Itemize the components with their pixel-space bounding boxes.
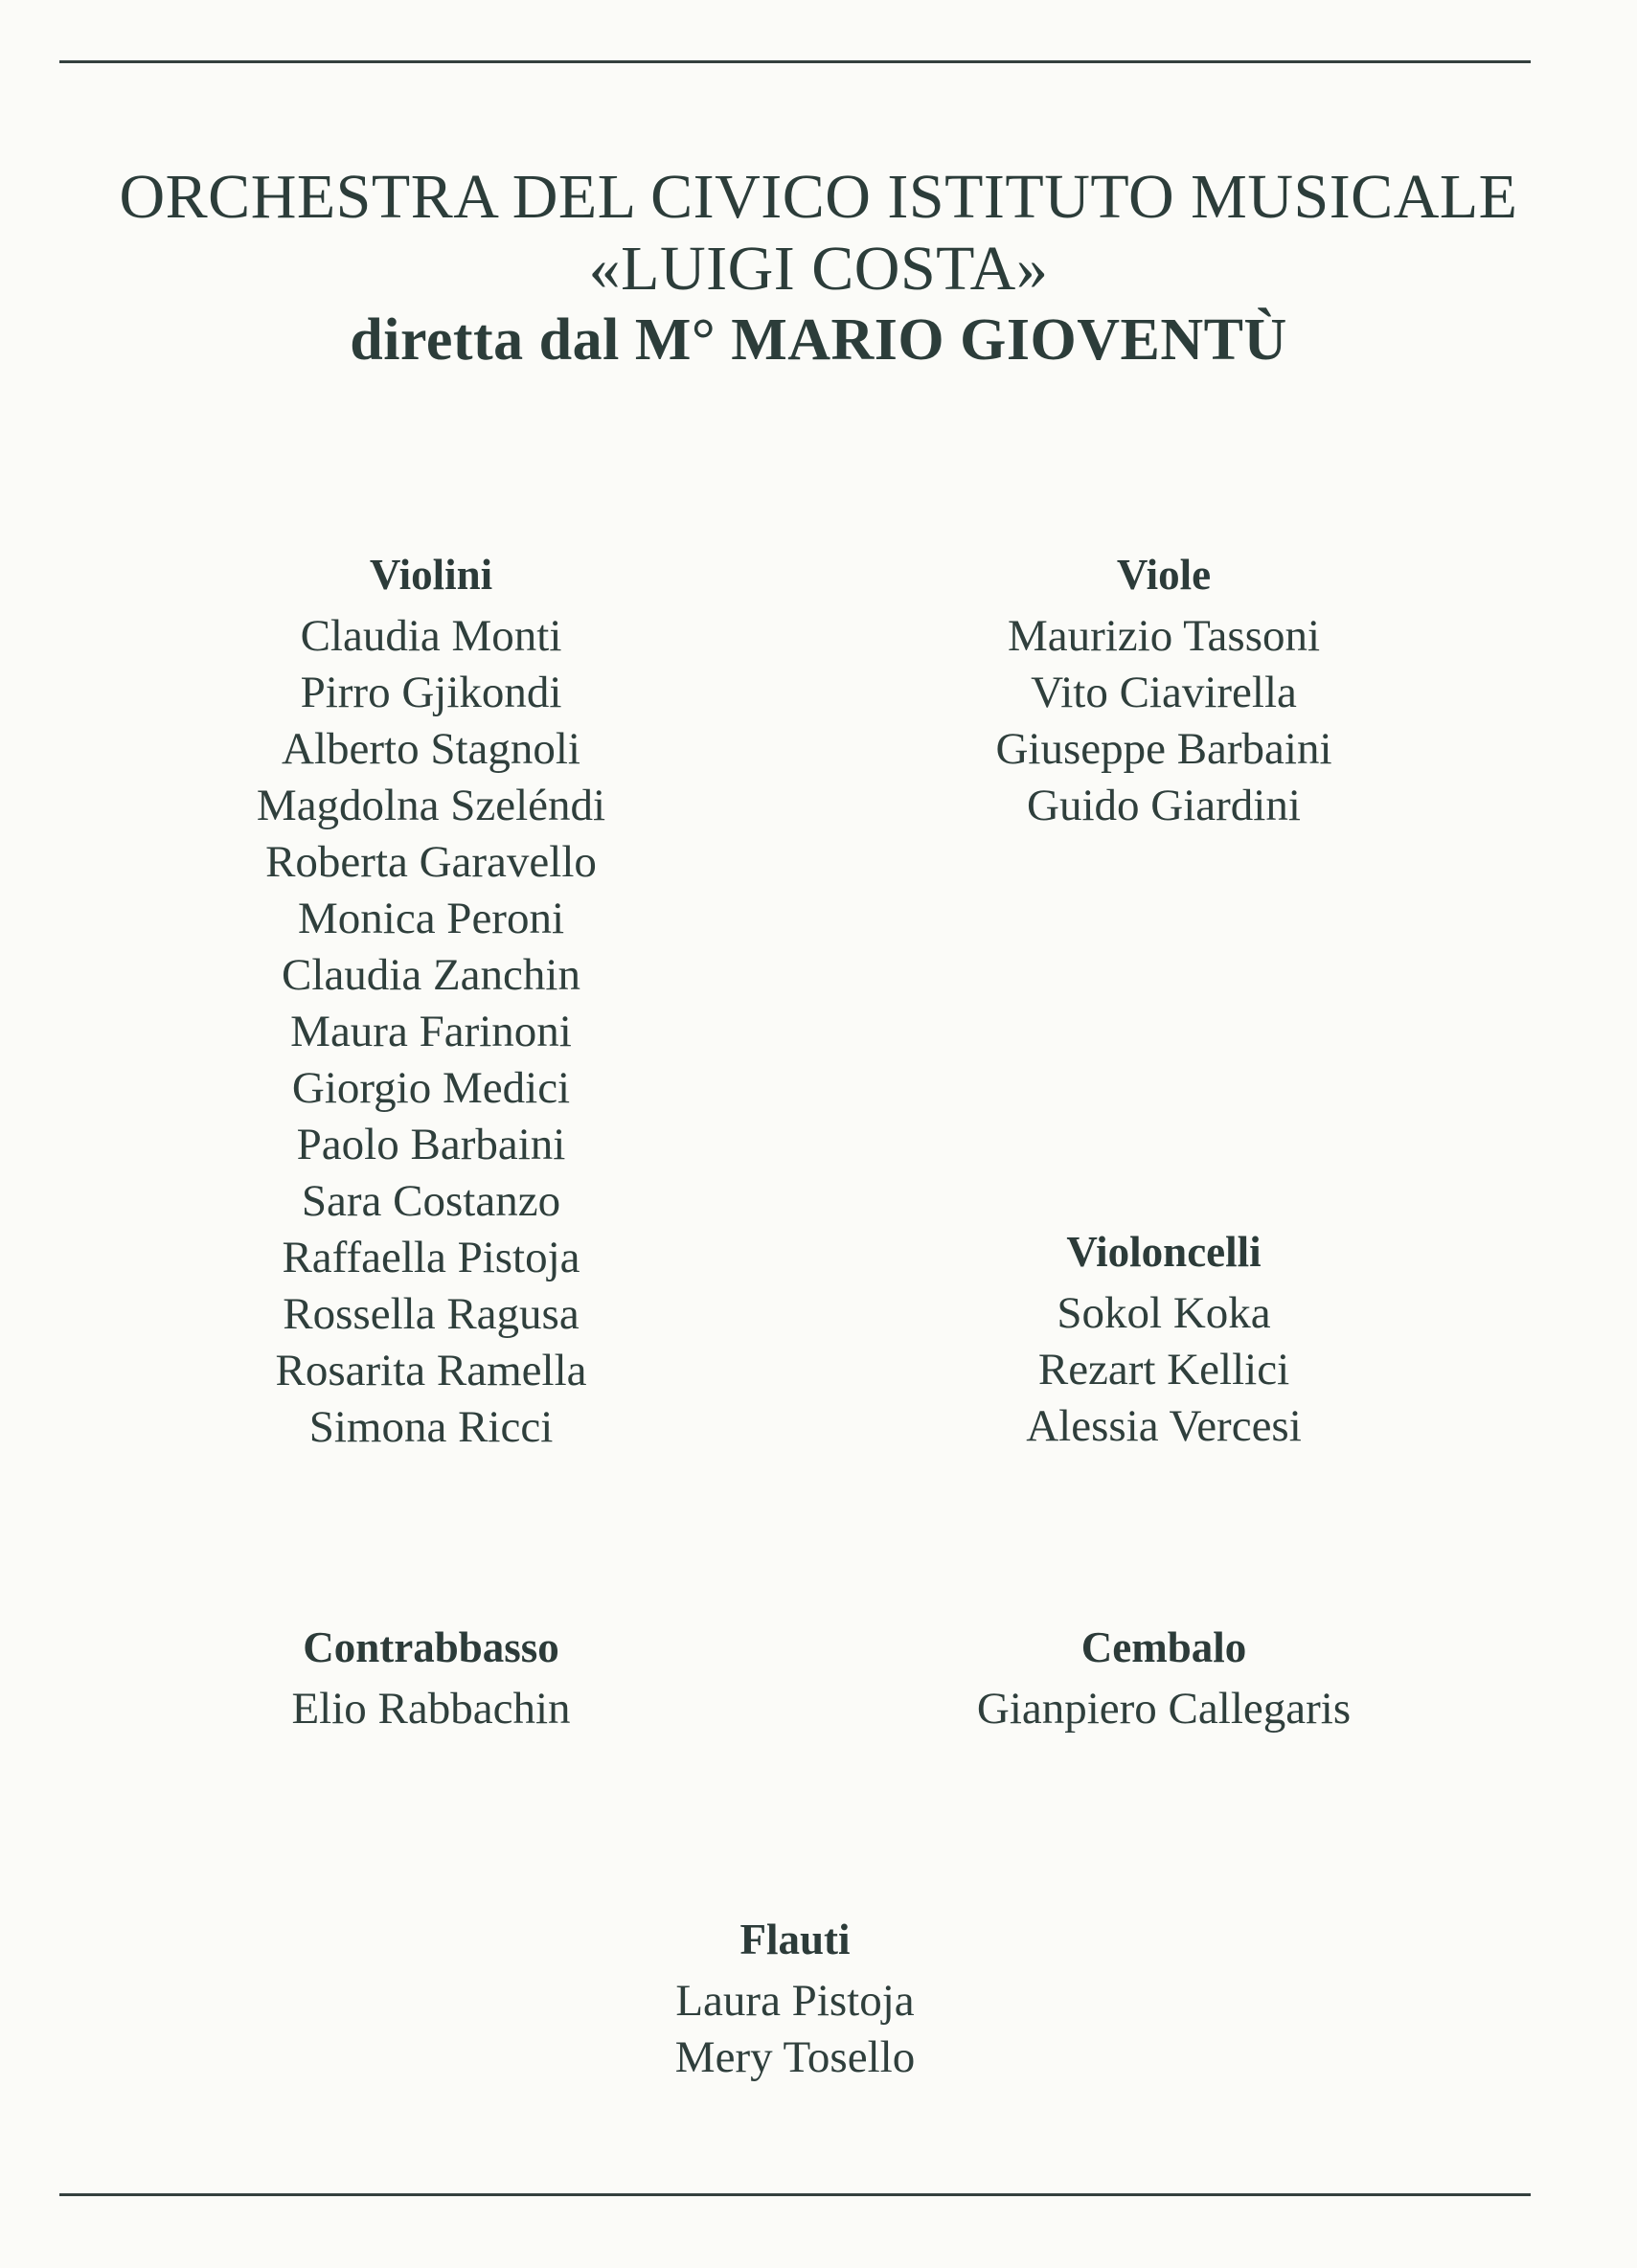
- member-name: Giorgio Medici: [291, 1063, 571, 1113]
- member-name: Raffaella Pistoja: [282, 1233, 580, 1282]
- member-list: [829, 1681, 1499, 1737]
- member-name: Pirro Gjikondi: [300, 668, 562, 717]
- member-name: Vito Ciavirella: [1031, 668, 1297, 717]
- member-name: Giuseppe Barbaini: [995, 724, 1332, 774]
- member-list: [460, 1973, 1130, 2086]
- member-name: Paolo Barbaini: [296, 1120, 566, 1169]
- section-violoncelli: [829, 1218, 1499, 1455]
- member-name: Laura Pistoja: [675, 1976, 915, 2026]
- member-list: [829, 1285, 1499, 1455]
- bottom-rule: [59, 2193, 1531, 2196]
- member-name: Sokol Koka: [1057, 1288, 1271, 1338]
- member-name: Magdolna Szeléndi: [256, 781, 606, 830]
- top-rule: [59, 60, 1531, 63]
- member-name: Gianpiero Callegaris: [976, 1684, 1352, 1734]
- section-violini: [96, 541, 766, 1456]
- member-name: Elio Rabbachin: [291, 1684, 571, 1734]
- section-heading: Viole: [1116, 551, 1212, 599]
- member-list: [96, 608, 766, 1456]
- member-name: Monica Peroni: [297, 894, 565, 943]
- section-heading: Contrabbasso: [303, 1623, 559, 1671]
- member-name: Alessia Vercesi: [1026, 1401, 1302, 1451]
- section-contrabbasso: [96, 1614, 766, 1737]
- member-list: [829, 608, 1499, 834]
- member-name: Alberto Stagnoli: [282, 724, 580, 774]
- section-heading: Cembalo: [1080, 1623, 1247, 1671]
- member-name: Rosarita Ramella: [275, 1346, 587, 1395]
- section-heading: Violini: [369, 551, 493, 599]
- member-name: Claudia Monti: [300, 611, 562, 661]
- member-name: Sara Costanzo: [301, 1176, 561, 1226]
- member-name: Mery Tosello: [674, 2032, 916, 2082]
- member-name: Rossella Ragusa: [283, 1289, 580, 1339]
- conductor-line: diretta dal M° MARIO GIOVENTÙ: [350, 307, 1287, 373]
- member-name: Roberta Garavello: [265, 837, 597, 887]
- member-list: [96, 1681, 766, 1737]
- orchestra-title: ORCHESTRA DEL CIVICO ISTITUTO MUSICALE: [119, 162, 1518, 232]
- section-flauti: [460, 1906, 1130, 2086]
- section-viole: [829, 541, 1499, 834]
- section-heading: Flauti: [739, 1916, 851, 1963]
- member-name: Maurizio Tassoni: [1007, 611, 1321, 661]
- member-name: Guido Giardini: [1027, 781, 1301, 830]
- member-name: Simona Ricci: [308, 1402, 554, 1452]
- page-header: [0, 161, 1637, 376]
- member-name: Maura Farinoni: [290, 1007, 572, 1056]
- orchestra-subtitle: «LUIGI COSTA»: [588, 234, 1049, 304]
- member-name: Rezart Kellici: [1037, 1345, 1290, 1395]
- section-cembalo: [829, 1614, 1499, 1737]
- section-heading: Violoncelli: [1066, 1228, 1262, 1276]
- member-name: Claudia Zanchin: [282, 950, 580, 1000]
